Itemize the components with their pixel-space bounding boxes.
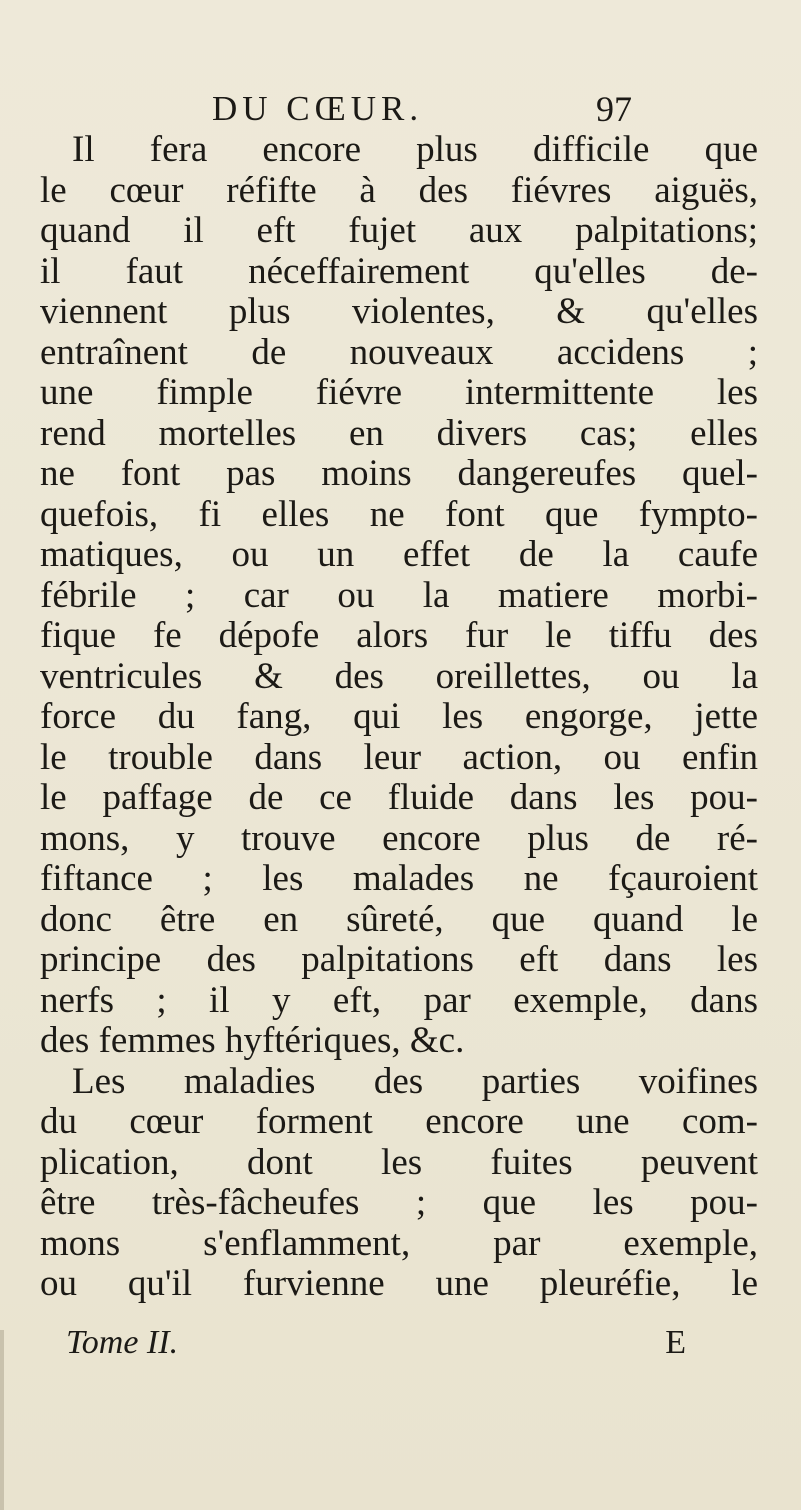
text-line: entraînent de nouveaux accidens ; — [40, 332, 758, 373]
text-line: mons, y trouve encore plus de ré- — [40, 818, 758, 859]
text-line: ventricules & des oreillettes, ou la — [40, 656, 758, 697]
text-line: matiques, ou un effet de la caufe — [40, 535, 758, 575]
text-line: nerfs ; il y eft, par exemple, dans — [40, 980, 758, 1021]
text-line: des femmes hyftériques, &c. — [40, 1021, 465, 1061]
text-line: ne font pas moins dangereufes quel- — [40, 454, 758, 494]
text-line: le cœur réfifte à des fiévres aiguës, — [40, 170, 758, 211]
text-line: le trouble dans leur action, ou enfin — [40, 737, 758, 778]
text-line: du cœur forment encore une com- — [40, 1102, 758, 1142]
text-line: fébrile ; car ou la matiere morbi- — [40, 575, 758, 616]
page-number: 97 — [596, 89, 632, 129]
text-line: Les maladies des parties voifines — [72, 1061, 758, 1102]
running-title: DU CŒUR. — [212, 89, 424, 128]
text-line: il faut néceffairement qu'elles de- — [40, 251, 758, 292]
text-line: Il fera encore plus difficile que — [72, 130, 758, 170]
text-line: donc être en sûreté, que quand le — [40, 899, 758, 940]
page-edge-shadow — [0, 1330, 4, 1510]
text-line: force du fang, qui les engorge, jette — [40, 697, 758, 737]
text-line: être très-fâcheufes ; que les pou- — [40, 1183, 758, 1223]
text-line: rend mortelles en divers cas; elles — [40, 413, 758, 454]
text-line: quefois, fi elles ne font que fympto- — [40, 494, 758, 535]
body-text — [40, 130, 758, 1305]
text-line: quand il eft fujet aux palpitations; — [40, 211, 758, 251]
text-line: fique fe dépofe alors fur le tiffu des — [40, 616, 758, 656]
text-line: viennent plus violentes, & qu'elles — [40, 292, 758, 332]
text-line: fiftance ; les malades ne fçauroient — [40, 859, 758, 899]
text-line: plication, dont les fuites peuvent — [40, 1142, 758, 1183]
text-line: ou qu'il furvienne une pleuréfie, le — [40, 1264, 758, 1304]
page-header — [212, 86, 632, 132]
page-footer — [66, 1322, 686, 1364]
text-line: une fimple fiévre intermittente les — [40, 373, 758, 413]
volume-label: Tome II. — [66, 1324, 179, 1361]
signature-mark: E — [665, 1324, 686, 1361]
text-line: principe des palpitations eft dans les — [40, 940, 758, 980]
text-line: le paffage de ce fluide dans les pou- — [40, 778, 758, 818]
text-line: mons s'enflamment, par exemple, — [40, 1223, 758, 1264]
